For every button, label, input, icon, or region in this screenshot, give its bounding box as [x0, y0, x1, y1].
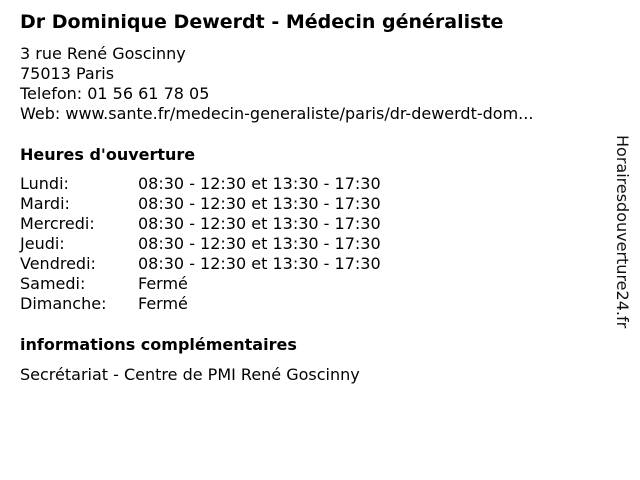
day-label: Mercredi: [20, 214, 95, 233]
phone-number: Telefon: 01 56 61 78 05 [20, 84, 210, 103]
address-street: 3 rue René Goscinny [20, 44, 186, 63]
site-watermark: Horairesdouverture24.fr [613, 135, 632, 329]
day-label: Dimanche: [20, 294, 107, 313]
day-label: Samedi: [20, 274, 86, 293]
day-label: Lundi: [20, 174, 69, 193]
day-hours: 08:30 - 12:30 et 13:30 - 17:30 [138, 234, 381, 253]
website-link[interactable]: Web: www.sante.fr/medecin-generaliste/paris/dr-dewerdt-dom... [20, 104, 534, 123]
day-label: Vendredi: [20, 254, 96, 273]
additional-info-heading: informations complémentaires [20, 335, 297, 354]
day-hours: 08:30 - 12:30 et 13:30 - 17:30 [138, 254, 381, 273]
page-title: Dr Dominique Dewerdt - Médecin généraliste [20, 11, 504, 33]
day-hours: Fermé [138, 274, 188, 293]
day-hours: Fermé [138, 294, 188, 313]
day-hours: 08:30 - 12:30 et 13:30 - 17:30 [138, 194, 381, 213]
day-label: Jeudi: [20, 234, 65, 253]
additional-info-text: Secrétariat - Centre de PMI René Goscinny [20, 365, 360, 384]
address-city: 75013 Paris [20, 64, 115, 83]
opening-hours-heading: Heures d'ouverture [20, 145, 196, 164]
day-label: Mardi: [20, 194, 70, 213]
address-block [20, 44, 533, 124]
day-hours: 08:30 - 12:30 et 13:30 - 17:30 [138, 214, 381, 233]
day-hours: 08:30 - 12:30 et 13:30 - 17:30 [138, 174, 381, 193]
